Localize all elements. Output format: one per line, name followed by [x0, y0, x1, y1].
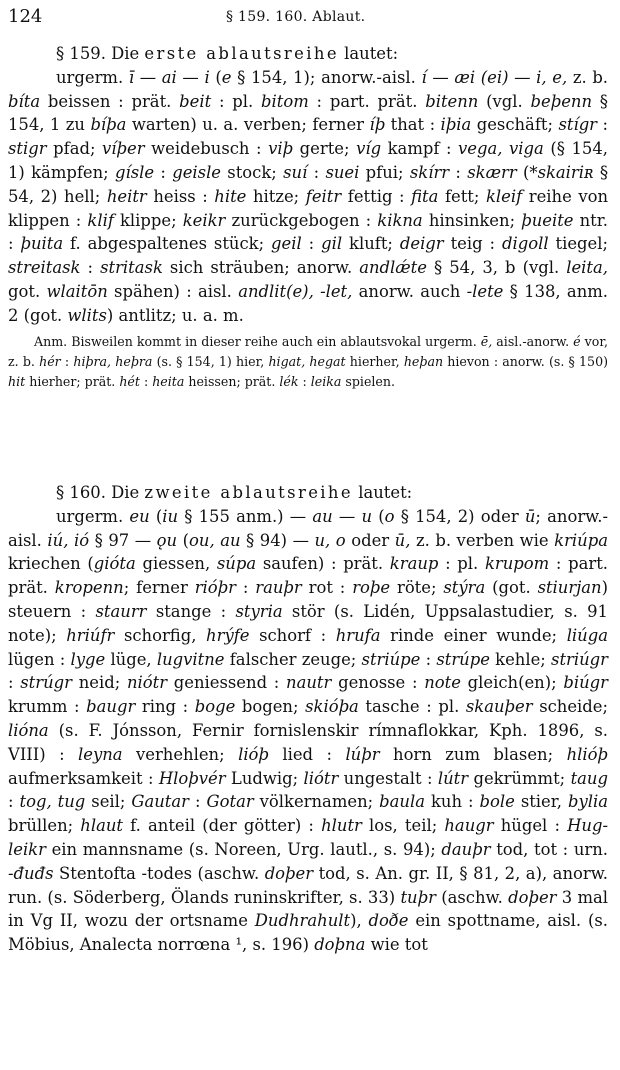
- text-run: völkernamen;: [253, 792, 380, 812]
- section-body: [8, 66, 608, 328]
- italic-term: lúþr: [345, 744, 380, 764]
- text-run: spähen) : aisl.: [107, 281, 239, 301]
- text-run: saufen) : prät.: [256, 554, 390, 574]
- text-run: § 54, 2) hell;: [8, 162, 609, 206]
- text-run: ungestalt :: [338, 768, 438, 788]
- text-run: :: [597, 115, 608, 135]
- italic-term: ī — ai — i: [128, 67, 210, 87]
- italic-term: ǫu: [156, 530, 178, 550]
- text-run: beissen : prät.: [40, 91, 180, 111]
- italic-term: Hug-leikr: [8, 816, 609, 859]
- italic-term: Dudhrahult: [254, 911, 351, 931]
- italic-term: striúgr: [551, 649, 608, 669]
- italic-term: geisle: [172, 162, 222, 182]
- italic-term: striúpe: [361, 649, 421, 669]
- text-run: fettig :: [341, 186, 412, 206]
- text-run: ) antlitz; u. a. m.: [106, 305, 244, 325]
- italic-term: Gotar: [206, 792, 254, 812]
- text-run: hievon : anorw. (s. § 150): [443, 353, 608, 369]
- heading-spaced: zweite ablautsreihe: [144, 483, 353, 502]
- italic-term: geil: [271, 234, 302, 254]
- running-title: § 159. 160. Ablaut.: [226, 9, 366, 25]
- italic-term: higat, hegat: [268, 353, 346, 369]
- text-run: (: [209, 67, 222, 87]
- section-number: § 160.: [56, 483, 106, 502]
- text-run: spielen.: [341, 373, 395, 389]
- text-run: urgerm.: [56, 506, 130, 526]
- text-run: röte;: [390, 578, 444, 598]
- text-run: (vgl.: [478, 91, 531, 111]
- text-run: fett;: [438, 186, 486, 206]
- text-run: sich sträuben; anorw.: [162, 258, 360, 278]
- italic-term: lugvitne: [156, 649, 225, 669]
- heading-post: lautet:: [353, 483, 413, 502]
- italic-term: ū,: [394, 530, 411, 550]
- text-run: that :: [385, 115, 441, 135]
- text-run: stör (s. Lidén, Uppsalastudier, s. 91 note);: [8, 601, 608, 645]
- text-run: lügen :: [8, 649, 71, 669]
- text-run: (§ 154, 1) kämpfen;: [8, 139, 609, 182]
- italic-term: nautr: [286, 673, 332, 693]
- text-run: aisl.-anorw.: [492, 333, 574, 349]
- italic-term: hlaut: [80, 816, 124, 836]
- italic-term: u: [361, 506, 373, 526]
- italic-term: stigr: [8, 139, 47, 159]
- text-run: hitze;: [246, 186, 306, 206]
- italic-term: skærr: [467, 162, 517, 182]
- section-body: [8, 505, 608, 957]
- text-run: seil;: [85, 792, 132, 812]
- italic-term: víþer: [102, 139, 145, 159]
- text-run: pfui;: [359, 162, 410, 182]
- text-run: urgerm.: [56, 67, 129, 87]
- text-run: zurückgebogen :: [225, 210, 378, 230]
- heading-pre: Die: [111, 44, 145, 63]
- italic-term: wlaitōn: [46, 281, 108, 301]
- text-run: stock;: [221, 162, 284, 182]
- text-run: hierher,: [345, 353, 404, 369]
- heading-post: lautet:: [338, 44, 399, 63]
- text-run: reihe von klippen :: [8, 186, 609, 230]
- italic-term: doþer: [508, 887, 557, 907]
- text-run: gekrümmt;: [468, 768, 571, 788]
- section-160: [8, 481, 608, 957]
- italic-term: roþe: [352, 578, 391, 598]
- text-run: aufmerksamkeit :: [8, 768, 159, 788]
- text-run: § 154, 1 zu: [8, 91, 608, 135]
- italic-term: hrufa: [335, 625, 381, 645]
- italic-term: bitenn: [425, 91, 479, 111]
- text-run: § 154, 1); anorw.-aisl.: [231, 67, 422, 87]
- italic-term: hriúfr: [66, 625, 115, 645]
- italic-term: súpa: [216, 554, 257, 574]
- italic-term: doþna: [314, 935, 366, 955]
- italic-term: bitom: [261, 91, 309, 111]
- italic-term: krupom: [484, 554, 550, 574]
- italic-term: í — æi (ei) — i, e,: [421, 67, 568, 87]
- text-run: 3 mal in Vg II, wozu der ortsname: [8, 887, 609, 931]
- italic-term: beit: [179, 91, 212, 111]
- text-run: § 54, 3, b (vgl.: [426, 258, 567, 278]
- heading-spaced: erste ablautsreihe: [144, 44, 339, 63]
- italic-term: styria: [235, 601, 283, 621]
- text-run: schorf :: [249, 625, 336, 645]
- text-run: : pl.: [211, 91, 262, 111]
- text-run: rinde einer wunde;: [380, 625, 567, 645]
- text-run: wie tot: [365, 935, 428, 955]
- italic-term: vega, viga: [458, 139, 544, 159]
- italic-term: rióþr: [194, 578, 236, 598]
- text-run: tiegel;: [548, 234, 608, 254]
- italic-term: rauþr: [255, 578, 302, 598]
- section-heading: [8, 42, 608, 66]
- text-run: :: [8, 792, 20, 812]
- text-run: : part. prät.: [308, 91, 426, 111]
- text-run: tasche : pl.: [358, 697, 466, 717]
- italic-term: é: [573, 333, 581, 349]
- text-run: falscher zeuge;: [224, 649, 362, 669]
- italic-term: hlióþ: [566, 744, 608, 764]
- text-run: gerte;: [293, 139, 357, 159]
- text-run: stier,: [514, 792, 568, 812]
- text-run: Anm. Bisweilen kommt in dieser reihe auch ein ablautsvokal urgerm.: [34, 333, 481, 349]
- text-run: brüllen;: [8, 816, 81, 836]
- text-run: schorfig,: [114, 625, 207, 645]
- text-run: § 94) —: [240, 530, 315, 550]
- italic-term: strúpe: [436, 649, 490, 669]
- text-run: teig :: [443, 234, 502, 254]
- text-run: kampf :: [381, 139, 459, 159]
- section-number: § 159.: [56, 44, 106, 63]
- text-run: :: [420, 649, 437, 669]
- text-run: (: [149, 506, 163, 526]
- text-run: warten) u. a. verben; ferner: [126, 115, 370, 135]
- text-run: tod, tot : urn.: [490, 839, 608, 859]
- italic-term: stýra: [443, 578, 486, 598]
- text-run: :: [139, 373, 153, 389]
- text-run: neid;: [71, 673, 127, 693]
- text-run: hügel :: [493, 816, 568, 836]
- text-run: hinsinken;: [422, 210, 522, 230]
- text-run: : pl.: [438, 554, 485, 574]
- italic-term: kraup: [389, 554, 439, 574]
- text-run: geschäft;: [471, 115, 559, 135]
- italic-term: suí: [283, 162, 308, 182]
- italic-term: kleif: [485, 186, 523, 206]
- text-run: ntr. :: [8, 210, 608, 254]
- page-number: 124: [8, 6, 43, 27]
- text-run: § 97 —: [89, 530, 157, 550]
- text-run: :: [60, 353, 74, 369]
- italic-term: tog, tug: [19, 792, 86, 812]
- italic-term: stiurjan: [537, 578, 602, 598]
- italic-term: liótr: [303, 768, 339, 788]
- italic-term: ū: [524, 506, 536, 526]
- text-run: krumm :: [8, 697, 87, 717]
- text-run: gleich(en);: [460, 673, 564, 693]
- text-run: (: [177, 530, 190, 550]
- text-run: (aschw.: [435, 887, 509, 907]
- italic-term: gísle: [115, 162, 155, 182]
- italic-term: beþenn: [530, 91, 593, 111]
- italic-term: boge: [194, 697, 236, 717]
- italic-term: viþ: [268, 139, 294, 159]
- italic-term: lióna: [8, 720, 49, 740]
- italic-term: niótr: [126, 673, 168, 693]
- italic-term: streitask: [8, 258, 81, 278]
- italic-term: kriúpa: [554, 530, 608, 550]
- italic-term: íþ: [369, 115, 386, 135]
- text-run: § 155 anm.) —: [178, 506, 313, 526]
- italic-term: iþia: [440, 115, 472, 135]
- italic-term: Gautar: [131, 792, 190, 812]
- text-run: kehle;: [489, 649, 552, 669]
- text-run: ; anorw.-aisl.: [8, 506, 608, 550]
- text-run: verhehlen;: [122, 744, 239, 764]
- italic-term: lyge: [70, 649, 106, 669]
- text-run: :: [80, 258, 101, 278]
- italic-term: hér: [39, 353, 61, 369]
- italic-term: skióþa: [305, 697, 359, 717]
- italic-term: tuþr: [400, 887, 436, 907]
- text-run: oder: [345, 530, 395, 550]
- text-run: f. anteil (der götter) :: [123, 816, 322, 836]
- text-run: § 138, anm. 2 (got.: [8, 281, 609, 325]
- italic-term: keikr: [182, 210, 226, 230]
- section-159: [8, 42, 608, 392]
- italic-term: haugr: [444, 816, 494, 836]
- text-run: (got.: [485, 578, 538, 598]
- italic-term: leika: [310, 373, 342, 389]
- italic-term: þuita: [20, 234, 64, 254]
- italic-term: -đuđs: [8, 863, 54, 883]
- text-run: bogen;: [235, 697, 306, 717]
- italic-term: stígr: [558, 115, 598, 135]
- text-run: kuh :: [424, 792, 480, 812]
- text-run: § 154, 2) oder: [394, 506, 525, 526]
- italic-term: digoll: [501, 234, 549, 254]
- text-run: (s. § 154, 1) hier,: [152, 353, 269, 369]
- italic-term: heita: [152, 373, 185, 389]
- text-run: tod, s. An. gr. II, § 81, 2, a), anorw. run. (s. Söderberg, Ölands runinskrifter, s. 33): [8, 863, 609, 907]
- italic-term: note: [424, 673, 461, 693]
- italic-term: au: [312, 506, 333, 526]
- text-run: weidebusch :: [144, 139, 269, 159]
- text-run: (: [372, 506, 385, 526]
- text-run: :: [449, 162, 468, 182]
- italic-term: leita,: [566, 258, 608, 278]
- italic-term: doþer: [264, 863, 314, 883]
- italic-term: liúga: [566, 625, 608, 645]
- italic-term: biúgr: [563, 673, 609, 693]
- section-heading: [8, 481, 608, 505]
- italic-term: lióþ: [238, 744, 269, 764]
- italic-term: feitr: [305, 186, 342, 206]
- italic-term: stritask: [100, 258, 163, 278]
- text-run: Stentofta -todes (aschw.: [53, 863, 265, 883]
- italic-term: heþan: [403, 353, 444, 369]
- italic-term: staurr: [95, 601, 147, 621]
- italic-term: suei: [325, 162, 360, 182]
- text-run: got.: [8, 281, 47, 301]
- text-run: rot :: [301, 578, 353, 598]
- text-run: vor, z. b.: [8, 333, 609, 369]
- text-run: z. b.: [567, 67, 609, 87]
- italic-term: hit: [8, 373, 26, 389]
- italic-term: iú, ió: [47, 530, 90, 550]
- italic-term: hiþra, heþra: [73, 353, 153, 369]
- text-run: horn zum blasen;: [379, 744, 567, 764]
- text-run: kluft;: [342, 234, 400, 254]
- text-run: anorw. auch: [352, 281, 467, 301]
- text-run: lüge,: [105, 649, 157, 669]
- text-run: :: [235, 578, 256, 598]
- text-run: genosse :: [331, 673, 425, 693]
- text-run: :: [154, 162, 173, 182]
- text-run: :: [189, 792, 207, 812]
- italic-term: lék: [279, 373, 299, 389]
- italic-term: eu: [129, 506, 150, 526]
- italic-term: bíþa: [90, 115, 127, 135]
- annotation-note: [8, 332, 608, 392]
- italic-term: lútr: [437, 768, 469, 788]
- italic-term: bole: [479, 792, 515, 812]
- text-run: ),: [350, 911, 369, 931]
- italic-term: skírr: [409, 162, 450, 182]
- italic-term: *skairiʀ: [529, 162, 594, 182]
- text-run: —: [332, 506, 362, 526]
- italic-term: bylia: [567, 792, 608, 812]
- italic-term: ē,: [480, 333, 493, 349]
- italic-term: hite: [214, 186, 247, 206]
- italic-term: bíta: [8, 91, 41, 111]
- text-run: hierher; prät.: [25, 373, 120, 389]
- text-run: heissen; prät.: [184, 373, 280, 389]
- italic-term: heitr: [106, 186, 147, 206]
- italic-term: u, o: [314, 530, 346, 550]
- italic-term: hrýfe: [206, 625, 250, 645]
- italic-term: gil: [321, 234, 343, 254]
- text-run: ein spottname, aisl. (s. Möbius, Analecta norrœna ¹, s. 196): [8, 911, 608, 955]
- text-run: : part. prät.: [8, 554, 608, 598]
- page-header: [8, 6, 608, 30]
- italic-term: fita: [411, 186, 439, 206]
- text-run: lied :: [268, 744, 346, 764]
- text-run: pfad;: [46, 139, 103, 159]
- italic-term: andlit(e), -let,: [238, 281, 353, 301]
- text-run: (s. F. Jónsson, Fernir fornislenskir rímnaflokkar, Kph. 1896, s. VIII) :: [8, 720, 608, 764]
- italic-term: doðe: [368, 911, 409, 931]
- text-run: (: [516, 162, 530, 182]
- italic-term: taug: [570, 768, 608, 788]
- text-run: :: [301, 234, 322, 254]
- text-run: ring :: [135, 697, 195, 717]
- text-run: Ludwig;: [225, 768, 304, 788]
- italic-term: e: [221, 67, 232, 87]
- text-run: stange :: [146, 601, 236, 621]
- italic-term: strúgr: [20, 673, 72, 693]
- text-run: ein mannsname (s. Noreen, Urg. lautl., s. 94);: [45, 839, 442, 859]
- text-run: heiss :: [146, 186, 215, 206]
- italic-term: þueite: [521, 210, 574, 230]
- text-run: :: [8, 673, 21, 693]
- italic-term: hlutr: [321, 816, 362, 836]
- italic-term: skauþer: [465, 697, 533, 717]
- italic-term: gióta: [93, 554, 136, 574]
- italic-term: -lete: [466, 281, 504, 301]
- italic-term: o: [384, 506, 395, 526]
- text-run: los, teil;: [361, 816, 445, 836]
- italic-term: deigr: [399, 234, 444, 254]
- italic-term: baula: [379, 792, 425, 812]
- italic-term: andlǽte: [359, 258, 427, 278]
- italic-term: ou, au: [189, 530, 241, 550]
- italic-term: Hloþvér: [158, 768, 226, 788]
- italic-term: leyna: [78, 744, 123, 764]
- italic-term: kikna: [377, 210, 423, 230]
- italic-term: baugr: [86, 697, 136, 717]
- italic-term: dauþr: [441, 839, 491, 859]
- text-run: scheide;: [532, 697, 608, 717]
- italic-term: iu: [162, 506, 179, 526]
- text-run: :: [298, 373, 311, 389]
- text-run: klippe;: [113, 210, 183, 230]
- italic-term: víg: [356, 139, 382, 159]
- heading-pre: Die: [111, 483, 145, 502]
- text-run: giessen,: [135, 554, 217, 574]
- text-run: geniessend :: [167, 673, 287, 693]
- text-run: kriechen (: [8, 554, 94, 574]
- text-run: ) steuern :: [8, 578, 609, 621]
- text-run: z. b. verben wie: [410, 530, 555, 550]
- italic-term: hét: [119, 373, 140, 389]
- italic-term: kropenn: [54, 578, 124, 598]
- text-run: f. abgespaltenes stück;: [63, 234, 272, 254]
- italic-term: wlits: [67, 305, 107, 325]
- text-run: ; ferner: [123, 578, 195, 598]
- italic-term: klif: [87, 210, 114, 230]
- text-run: :: [307, 162, 326, 182]
